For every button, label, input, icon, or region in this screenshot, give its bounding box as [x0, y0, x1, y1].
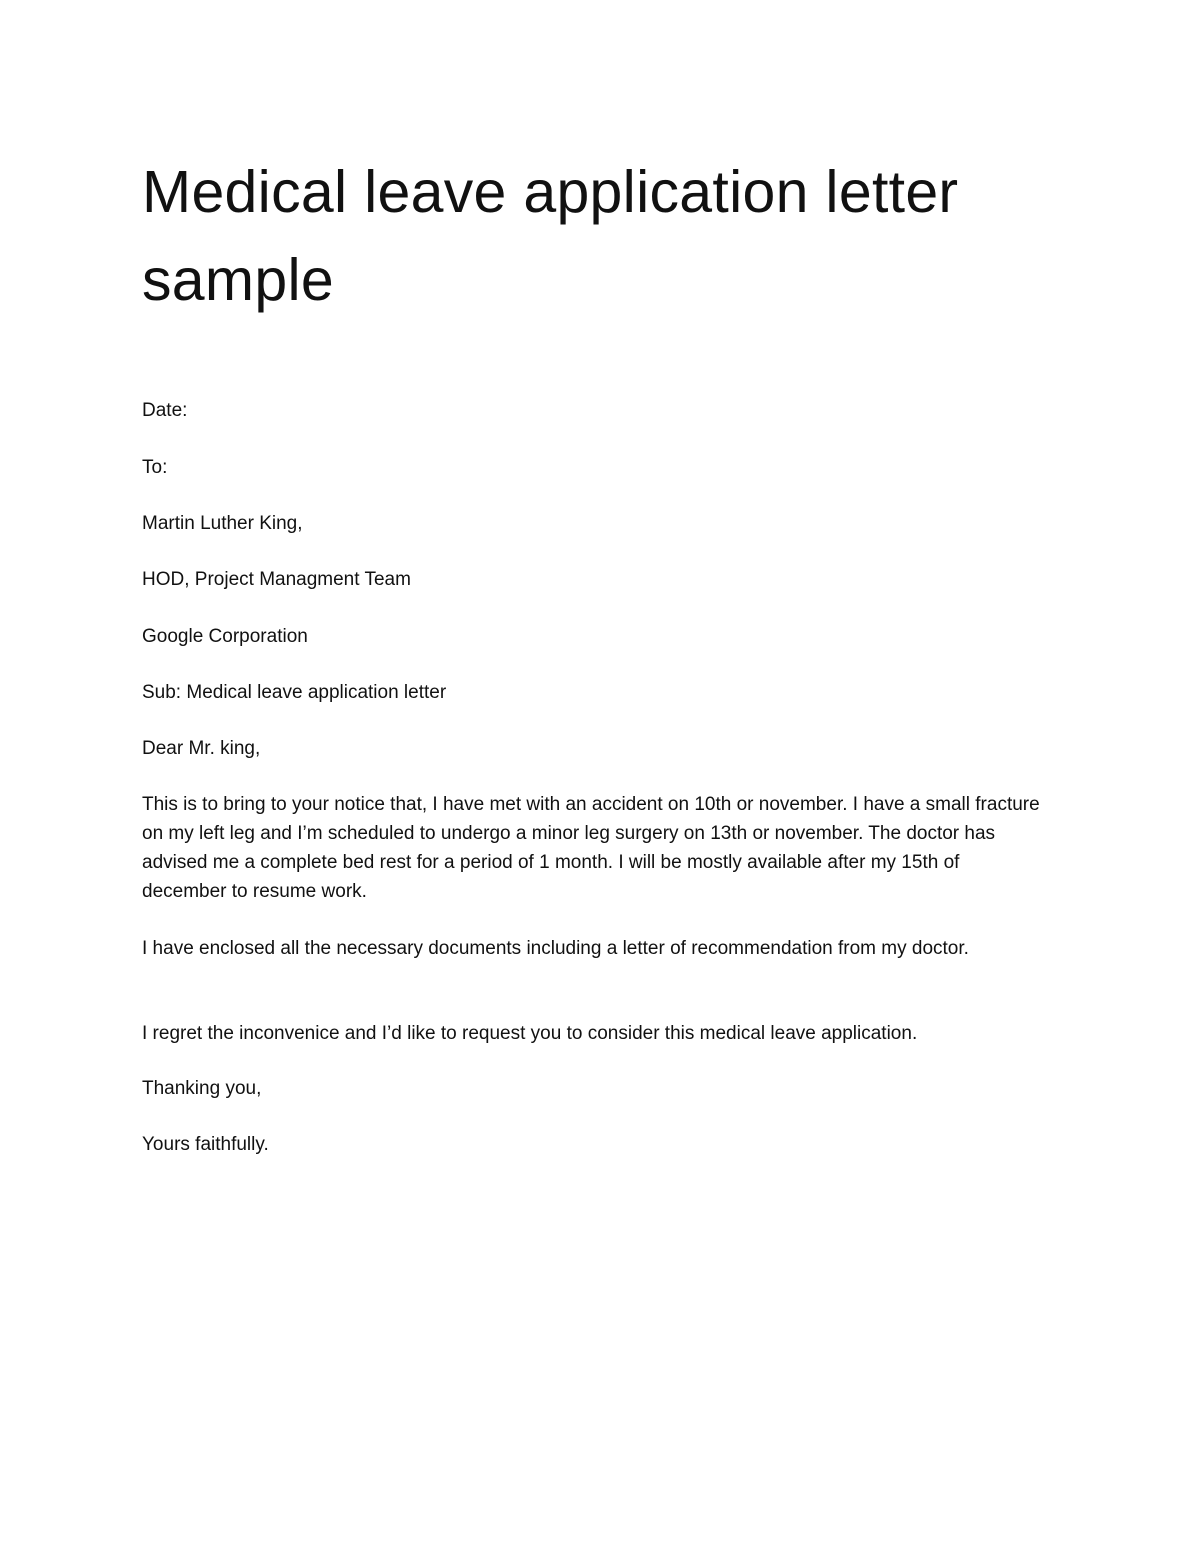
body-paragraph: This is to bring to your notice that, I have met with an accident on 10th or november. I have a small fracture on my left leg and I’m scheduled to undergo a minor leg surgery on 13th or november. The doctor has advised me a complete bed rest for a period of 1 month. I will be mostly available after my 15th of december to resume work. — [142, 794, 1040, 902]
recipient-company: Google Corporation — [142, 626, 308, 647]
closing-line: Thanking you, — [142, 1078, 262, 1099]
recipient-role: HOD, Project Managment Team — [142, 569, 411, 590]
body-paragraph: I have enclosed all the necessary documents including a letter of recommendation from my doctor. — [142, 938, 969, 959]
document-title: Medical leave application letter sample — [142, 159, 959, 313]
recipient-name: Martin Luther King, — [142, 513, 303, 534]
body-paragraph: I regret the inconvenice and I’d like to request you to consider this medical leave application. — [142, 1023, 918, 1044]
to-label: To: — [142, 457, 168, 478]
date-label: Date: — [142, 400, 188, 421]
salutation: Dear Mr. king, — [142, 738, 261, 759]
subject-line: Sub: Medical leave application letter — [142, 682, 447, 703]
signoff-line: Yours faithfully. — [142, 1134, 269, 1155]
